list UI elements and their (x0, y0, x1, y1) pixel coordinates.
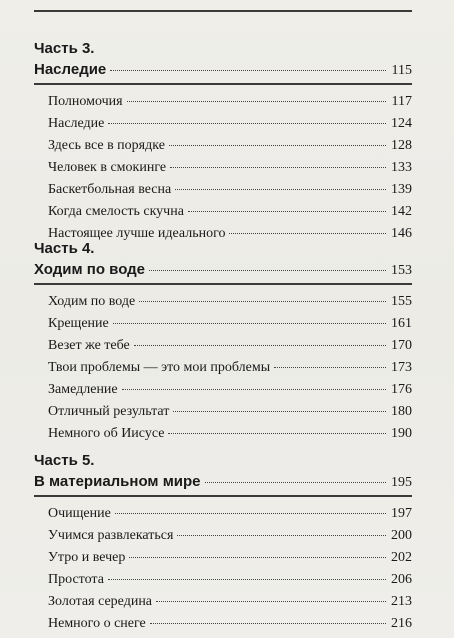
entry-title: Ходим по воде (48, 293, 136, 309)
part-title-row (34, 60, 412, 80)
dot-leader (134, 345, 386, 346)
toc-entry (48, 335, 412, 357)
entry-page-number: 200 (391, 527, 412, 543)
part-page-number: 195 (391, 475, 412, 490)
entry-page-number: 133 (391, 159, 412, 175)
entry-page-number: 180 (391, 403, 412, 419)
entry-page-number: 206 (391, 571, 412, 587)
entry-page-number: 173 (391, 359, 412, 375)
toc-entry (48, 313, 412, 335)
part-4 (34, 240, 412, 445)
dot-leader (149, 270, 386, 271)
toc-entry (48, 357, 412, 379)
dot-leader (122, 389, 386, 390)
entry-page-number: 216 (391, 615, 412, 631)
toc-entry (48, 157, 412, 179)
entry-title: Твои проблемы — это мои проблемы (48, 359, 271, 375)
entry-title: Немного о снеге (48, 615, 146, 631)
toc-entry (48, 569, 412, 591)
part-title: Ходим по воде (34, 261, 146, 278)
entry-list (48, 503, 412, 635)
part-5 (34, 452, 412, 635)
toc-entry (48, 113, 412, 135)
entry-title: Баскетбольная весна (48, 181, 172, 197)
entry-title: Когда смелость скучна (48, 203, 184, 219)
entry-page-number: 146 (391, 225, 412, 241)
entry-title: Немного об Иисусе (48, 425, 165, 441)
part-label: Часть 5. (34, 452, 95, 469)
entry-page-number: 124 (391, 115, 412, 131)
entry-page-number: 142 (391, 203, 412, 219)
dot-leader (168, 433, 386, 434)
dot-leader (139, 301, 386, 302)
entry-page-number: 139 (391, 181, 412, 197)
toc-entry (48, 591, 412, 613)
entry-page-number: 128 (391, 137, 412, 153)
toc-entry (48, 91, 412, 113)
entry-page-number: 213 (391, 593, 412, 609)
part-3 (34, 40, 412, 245)
entry-title: Очищение (48, 505, 111, 521)
part-page-number: 153 (391, 263, 412, 278)
dot-leader (113, 323, 386, 324)
entry-title: Учимся развлекаться (48, 527, 174, 543)
entry-page-number: 176 (391, 381, 412, 397)
dot-leader (188, 211, 386, 212)
dot-leader (205, 482, 386, 483)
toc-entry (48, 179, 412, 201)
part-label: Часть 4. (34, 240, 95, 257)
part-rule (34, 283, 412, 285)
toc-entry (48, 379, 412, 401)
dot-leader (127, 101, 386, 102)
toc-entry (48, 423, 412, 445)
toc-entry (48, 503, 412, 525)
dot-leader (115, 513, 386, 514)
entry-page-number: 161 (391, 315, 412, 331)
dot-leader (110, 70, 386, 71)
dot-leader (129, 557, 386, 558)
toc-entry (48, 613, 412, 635)
dot-leader (169, 145, 386, 146)
entry-title: Везет же тебе (48, 337, 130, 353)
entry-list (48, 91, 412, 245)
entry-title: Простота (48, 571, 104, 587)
toc-entry (48, 401, 412, 423)
entry-title: Замедление (48, 381, 118, 397)
top-rule (34, 10, 412, 12)
part-label: Часть 3. (34, 40, 95, 57)
part-title-row (34, 260, 412, 280)
dot-leader (173, 411, 386, 412)
part-title: Наследие (34, 61, 107, 78)
dot-leader (175, 189, 386, 190)
entry-list (48, 291, 412, 445)
toc-entry (48, 201, 412, 223)
entry-title: Утро и вечер (48, 549, 126, 565)
toc-entry (48, 135, 412, 157)
entry-title: Здесь все в порядке (48, 137, 165, 153)
part-title-row (34, 472, 412, 492)
dot-leader (156, 601, 386, 602)
entry-page-number: 202 (391, 549, 412, 565)
entry-title: Полномочия (48, 93, 123, 109)
entry-title: Золотая середина (48, 593, 153, 609)
entry-title: Настоящее лучше идеального (48, 225, 226, 241)
dot-leader (229, 233, 386, 234)
dot-leader (108, 579, 386, 580)
part-page-number: 115 (391, 63, 412, 78)
entry-title: Человек в смокинге (48, 159, 167, 175)
toc-entry (48, 525, 412, 547)
toc-entry (48, 547, 412, 569)
entry-page-number: 155 (391, 293, 412, 309)
entry-page-number: 190 (391, 425, 412, 441)
part-title: В материальном мире (34, 473, 201, 490)
entry-page-number: 170 (391, 337, 412, 353)
dot-leader (170, 167, 386, 168)
entry-page-number: 197 (391, 505, 412, 521)
entry-page-number: 117 (391, 93, 412, 109)
toc-entry (48, 291, 412, 313)
part-rule (34, 83, 412, 85)
dot-leader (177, 535, 386, 536)
dot-leader (274, 367, 386, 368)
entry-title: Наследие (48, 115, 105, 131)
dot-leader (150, 623, 386, 624)
entry-title: Крещение (48, 315, 109, 331)
dot-leader (108, 123, 386, 124)
part-rule (34, 495, 412, 497)
entry-title: Отличный результат (48, 403, 170, 419)
